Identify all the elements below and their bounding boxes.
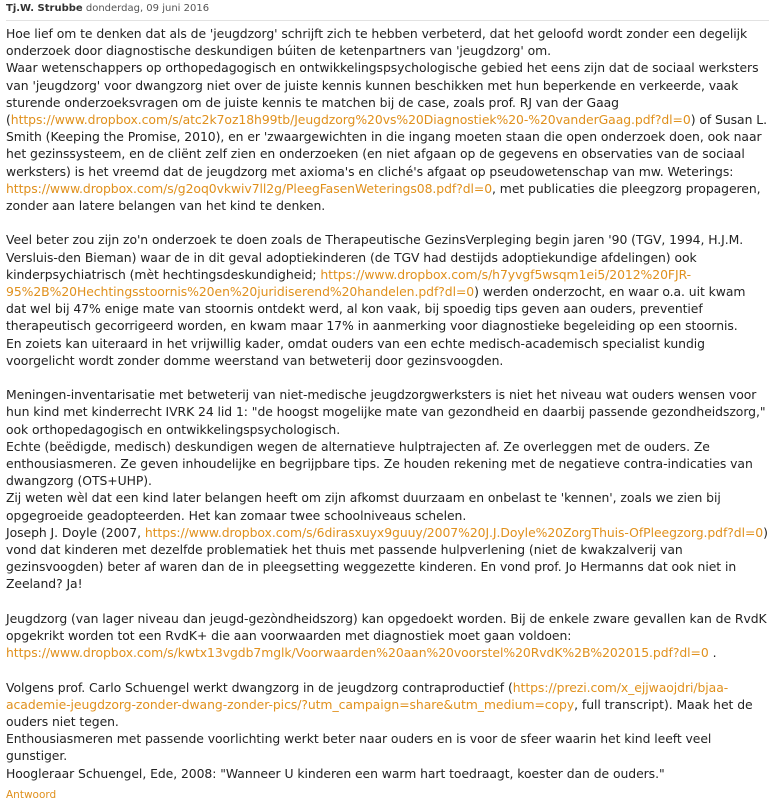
- text: Zij weten wèl dat een kind later belangen heeft om zijn afkomst duurzaam en onbelast te 'kennen', zoals we zien bij opgegroeide geadopteerden. Het kan zomaar twee schoolniveaus schelen.: [6, 490, 721, 523]
- text: Hoe lief om te denken dat als de 'jeugdzorg' schrijft zich te hebben verbeterd, dat het geloofd wordt zonder een degelijk onderzoek door diagnostische deskundigen búiten de ketenpartners van 'jeugdzorg' om.: [6, 26, 748, 59]
- spacer: [6, 593, 769, 610]
- paragraph: [6, 679, 769, 731]
- paragraph: [6, 231, 769, 334]
- comment-author[interactable]: Tj.W. Strubbe: [6, 3, 83, 14]
- text: , met publicaties die pleegzorg propageren, zonder aan latere belangen van het kind te denken.: [6, 180, 761, 214]
- paragraph: [6, 25, 769, 59]
- text: Volgens prof. Carlo Schuengel werkt dwangzorg in de jeugdzorg contraproductief (: [6, 679, 513, 695]
- reply-link[interactable]: Antwoord: [6, 788, 57, 801]
- paragraph: [6, 524, 769, 593]
- hechting-link[interactable]: https://www.dropbox.com/s/h7yvgf5wsqm1ei5/2012%20FJR-95%2B%20Hechtingsstoornis%20en%20juridiserend%20handelen.pdf?dl=0: [6, 266, 692, 300]
- weterings-link[interactable]: https://www.dropbox.com/s/g2oq0vkwiv7ll2g/PleegFasenWeterings08.pdf?dl=0: [6, 180, 493, 196]
- comment-date: donderdag, 09 juni 2016: [85, 3, 210, 14]
- comment-body: [6, 25, 769, 782]
- rvdk-link[interactable]: https://www.dropbox.com/s/kwtx13vgdb7mglk/Voorwaarden%20aan%20voorstel%20RvdK%2B%202015.pdf?dl=0: [6, 645, 709, 661]
- paragraph: [6, 438, 769, 490]
- text: Meningen-inventarisatie met betweterij van niet-medische jeugdzorgwerksters is niet het niveau wat ouders wensen voor hun kind met kinderrecht IVRK 24 lid 1: "de hoogst mogelijke mate van gezondheid en daarbij passende gezondheidszorg," ook orthopedagogisch en ontwikkelingspsychologisch.: [6, 387, 766, 437]
- text: .: [708, 645, 717, 661]
- text: , full transcript). Maak het de ouders niet tegen.: [6, 696, 753, 730]
- text: Echte (beëdigde, medisch) deskundigen wegen de alternatieve hulptrajecten af. Ze overleggen met de ouders. Ze enthousiasmeren. Ze geven inhoudelijke en begrijpbare tips. Ze houden rekening met de negatieve contra-indicaties van dwangzorg (OTS+UHP).: [6, 438, 753, 489]
- text: ) of Susan L. Smith (Keeping the Promise, 2010), en er 'zwaargewichten in die ingang moeten staan die open onderzoek doen, ook naar het gezinssysteem, en de cliënt zelf zien en onderzoeken (en niet afgaan op de gegevens en observaties van de sociaal werksters) is het vreemd dat de jeugdzorg met axioma's en cliché's afgaat op pseudowetenschap van mw. Weterings:: [6, 112, 767, 179]
- spacer: [6, 214, 769, 231]
- text: Veel beter zou zijn zo'n onderzoek te doen zoals de Therapeutische GezinsVerpleging begin jaren '90 (TGV, 1994, H.J.M. Versluis-den Bieman) waar de in dit geval adoptiekinderen (de TGV had destijds adoptiekundige afdelingen) ook kinderpsychiatrisch (mèt hechtingsdeskundigheid;: [6, 232, 744, 282]
- doyle-link[interactable]: https://www.dropbox.com/s/6dirasxuyx9guuy/2007%20J.J.Doyle%20ZorgThuis-OfPleegzorg.pdf?dl=0: [144, 524, 764, 540]
- text: ) vond dat kinderen met dezelfde problematiek het thuis met passende hulpverlening (niet de kwakzalverij van gezinsvoogden) beter af waren dan de in pleegsetting weggezette kinderen. En vond prof. Jo Hermanns dat ook niet in Zeeland? Ja!: [6, 524, 768, 592]
- paragraph: [6, 765, 769, 782]
- text: Enthousiasmeren met passende voorlichting werkt beter naar ouders en is voor de sfeer waarin het kind leeft veel gunstiger.: [6, 731, 712, 764]
- gaag-link[interactable]: https://www.dropbox.com/s/atc2k7oz18h99tb/Jeugdzorg%20vs%20Diagnostiek%20-%20vanderGaag.pdf?dl=0: [10, 112, 691, 128]
- comment-meta: [6, 2, 769, 21]
- text: Joseph J. Doyle (2007,: [6, 524, 145, 540]
- paragraph: [6, 610, 769, 662]
- text: Hoogleraar Schuengel, Ede, 2008: "Wanneer U kinderen een warm hart toedraagt, koester dan de ouders.": [6, 765, 665, 781]
- paragraph: [6, 489, 769, 523]
- paragraph: [6, 386, 769, 438]
- text: Jeugdzorg (van lager niveau dan jeugd-gezòndheidszorg) kan opgedoekt worden. Bij de enkele zware gevallen kan de RvdK opgekrikt worden tot een RvdK+ die aan voorwaarden met diagnostiek moet gaan voldoen:: [6, 610, 767, 644]
- spacer: [6, 369, 769, 386]
- paragraph: [6, 59, 769, 214]
- paragraph: [6, 730, 769, 764]
- spacer: [6, 661, 769, 678]
- text: Waar wetenschappers op orthopedagogisch en ontwikkelingspsychologische gebied het eens zijn dat de sociaal werksters van 'jeugdzorg' voor dwangzorg niet over de juiste kennis kunnen beschikken met hun beperkende en verkeerde, vaak sturende onderzoeksvragen om de juiste kennis te matchen bij de case, zoals prof. RJ van der Gaag (: [6, 60, 759, 128]
- prezi-link[interactable]: https://prezi.com/x_ejjwaojdri/bjaa-academie-jeugdzorg-zonder-dwang-zonder-pics/?utm_campaign=share&utm_medium=copy: [6, 679, 729, 712]
- text: En zoiets kan uiteraard in het vrijwillig kader, omdat ouders van een echte medisch-academisch specialist kundig voorgelicht wordt zonder domme weerstand van betweterij door gezinsvoogden.: [6, 335, 705, 368]
- paragraph: [6, 335, 769, 369]
- text: ) werden onderzocht, en waar o.a. uit kwam dat wel bij 47% enige mate van stoornis ontdekt werd, al kon vaak, bij spoedig tips geven aan ouders, preventief therapeutisch gecorrigeerd worden, en kwam maar 17% in aanmerking voor diagnostieke begeleiding op een stoornis.: [6, 284, 746, 334]
